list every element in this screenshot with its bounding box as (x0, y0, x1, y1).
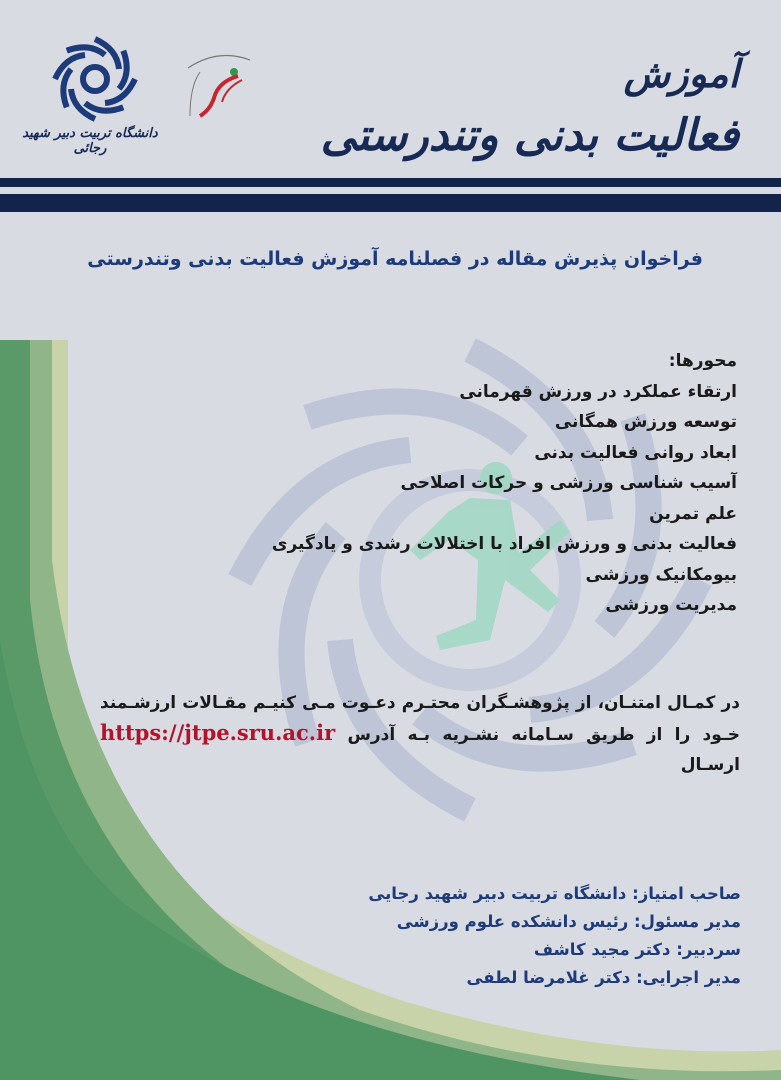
list-item: مدیریت ورزشی (605, 595, 737, 615)
list-item: ارتقاء عملکرد در ورزش قهرمانی (459, 381, 737, 402)
list-item: فعالیت بدنی و ورزش افراد با اختلالات رشدی و یادگیری (271, 534, 737, 554)
credit-director: مدیر مسئول: رئیس دانشکده علوم ورزشی (396, 912, 741, 931)
header-band-top (0, 178, 781, 187)
list-item: توسعه ورزش همگانی (554, 412, 737, 432)
journal-title-line2: فعالیت بدنی وتندرستی (320, 110, 739, 161)
invitation-line-1: در کمـال امتنـان، از پژوهشـگران محتـرم دعـوت مـی کنیـم مقـالات ارزشـمند (100, 693, 740, 713)
invitation-line-2-end: ارسـال (680, 755, 740, 775)
invitation-line-2-start: خـود را از طریق سـامانه نشـریه بـه آدرس (347, 725, 741, 745)
call-title: فراخوان پذیرش مقاله در فصلنامه آموزش فعالیت بدنی وتندرستی (87, 248, 703, 270)
university-name: دانشگاه تربیت دبیر شهید رجائی (22, 126, 158, 156)
list-item: ابعاد روانی فعالیت بدنی (534, 442, 737, 463)
credits-list (241, 880, 741, 992)
university-emblem-icon (40, 34, 150, 124)
invitation-text (100, 688, 740, 780)
journal-title-line1: آموزش (623, 52, 739, 96)
credit-executive-manager: مدیر اجرایی: دکتر غلامرضا لطفی (466, 968, 741, 987)
list-item: آسیب شناسی ورزشی و حرکات اصلاحی (400, 473, 737, 493)
journal-url-link[interactable]: https://jtpe.sru.ac.ir (100, 720, 336, 745)
list-item: علم تمرین (649, 503, 737, 524)
topics-list (217, 346, 737, 621)
credit-editor-in-chief: سردبیر: دکتر مجید کاشف (533, 940, 741, 959)
association-logo-icon (178, 46, 258, 126)
invitation-line-2 (100, 718, 740, 780)
list-item: بیومکانیک ورزشی (585, 564, 737, 585)
credit-owner: صاحب امتیاز: دانشگاه تربیت دبیر شهید رجایی (368, 884, 741, 903)
header-band-gap (0, 187, 781, 194)
header-band-bottom (0, 194, 781, 212)
topics-heading: محورها: (668, 351, 737, 371)
